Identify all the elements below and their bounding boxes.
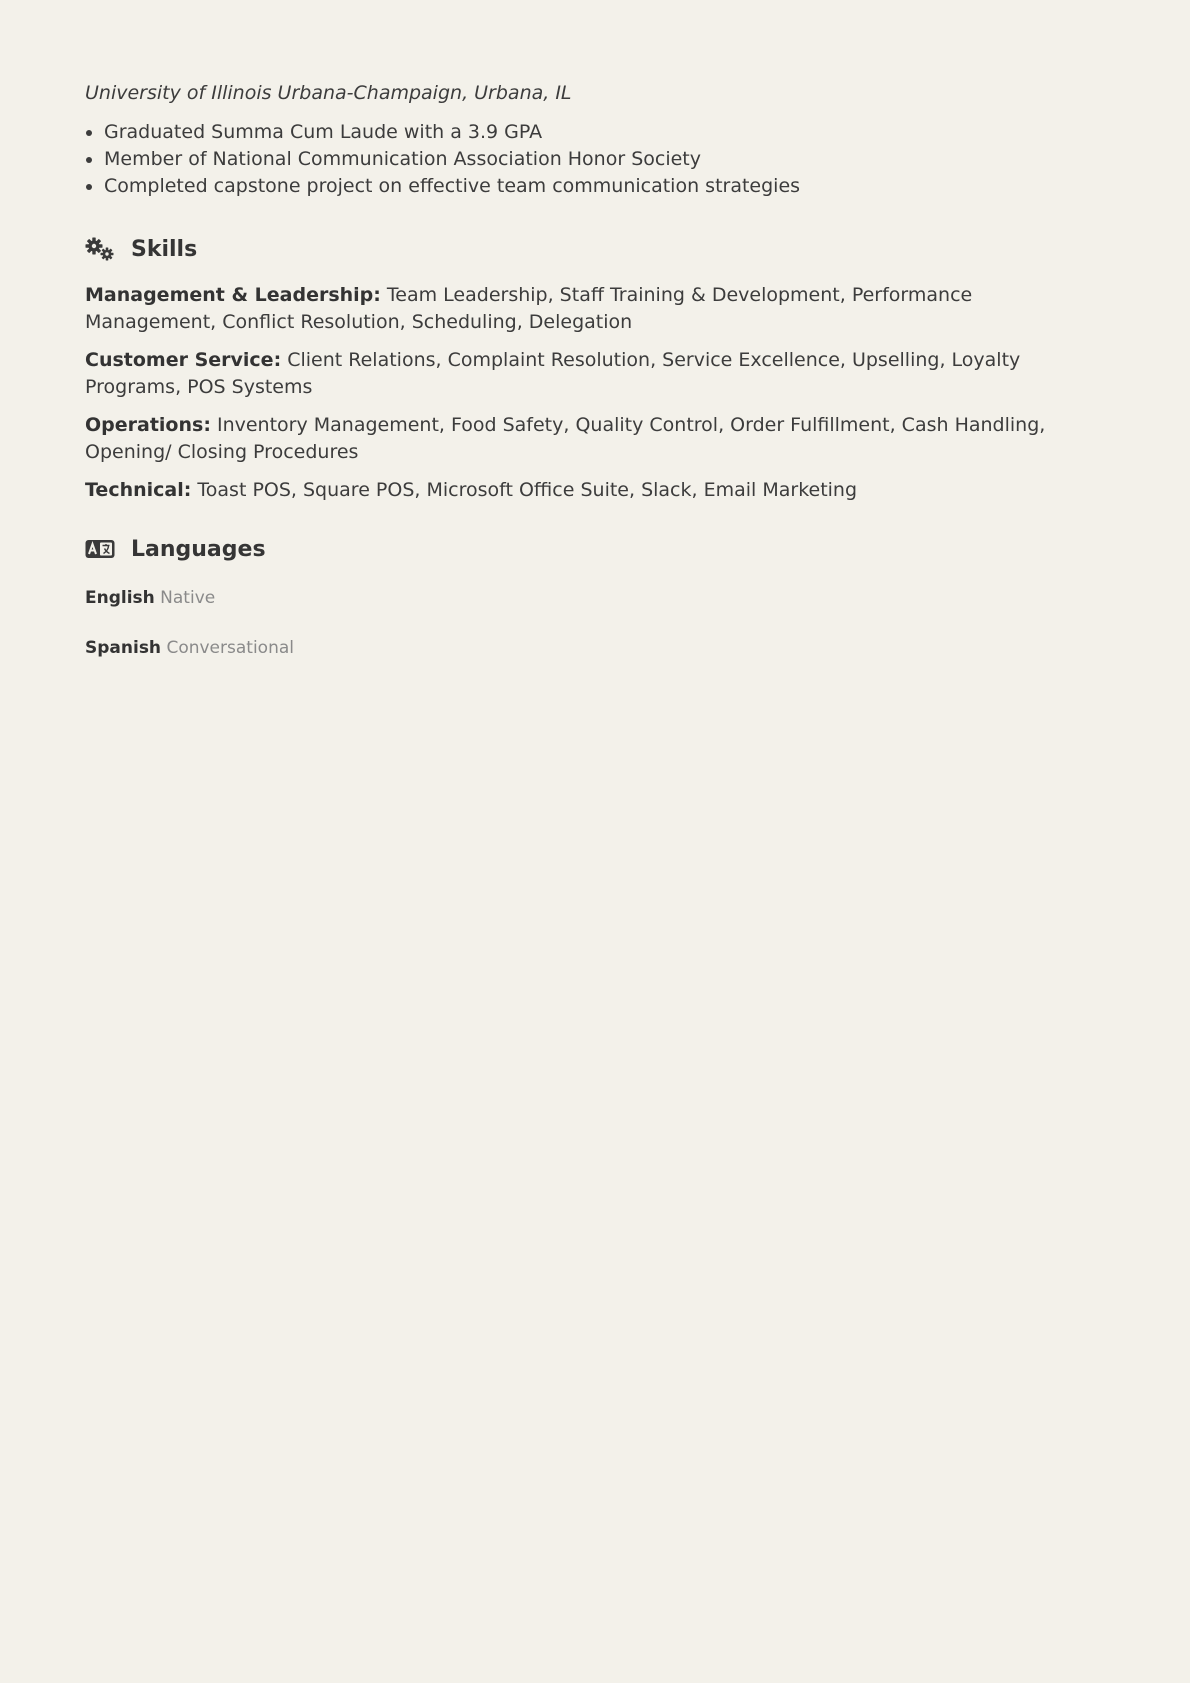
language-row <box>85 586 1105 610</box>
skill-row <box>85 347 1105 401</box>
skill-category: Technical: <box>85 479 192 501</box>
list-item: • Completed capstone project on effective team communication strategies <box>104 173 1105 200</box>
skill-list: Client Relations, Complaint Resolution, Service Excellence, Upselling, Loyalty Programs, POS Systems <box>85 349 1021 398</box>
skill-list: Inventory Management, Food Safety, Quality Control, Order Fulfillment, Cash Handling, Opening/ Closing Procedures <box>85 414 1046 463</box>
skill-list: Toast POS, Square POS, Microsoft Office Suite, Slack, Email Marketing <box>197 479 858 501</box>
language-icon <box>85 536 115 562</box>
skill-category: Customer Service: <box>85 349 282 371</box>
language-level: Conversational <box>166 638 294 658</box>
skill-row <box>85 477 1105 504</box>
education-highlights <box>85 119 1105 200</box>
skill-row <box>85 282 1105 336</box>
skills-title: Skills <box>131 236 198 262</box>
list-item: • Graduated Summa Cum Laude with a 3.9 GPA <box>104 119 1105 146</box>
language-level: Native <box>160 588 216 608</box>
language-row <box>85 636 1105 660</box>
skill-list: Team Leadership, Staff Training & Development, Performance Management, Conflict Resolution, Scheduling, Delegation <box>85 284 973 333</box>
skill-category: Management & Leadership: <box>85 284 381 306</box>
languages-title: Languages <box>131 536 266 562</box>
language-name: English <box>85 588 155 608</box>
skill-row <box>85 412 1105 466</box>
language-name: Spanish <box>85 638 162 658</box>
education-institution: University of Illinois Urbana-Champaign, Urbana, IL <box>85 82 572 104</box>
list-item: • Member of National Communication Association Honor Society <box>104 146 1105 173</box>
skill-category: Operations: <box>85 414 211 436</box>
languages-section-header <box>85 534 1105 564</box>
resume-page <box>0 0 1190 660</box>
gears-icon <box>85 236 115 262</box>
skills-section-header <box>85 234 1105 264</box>
